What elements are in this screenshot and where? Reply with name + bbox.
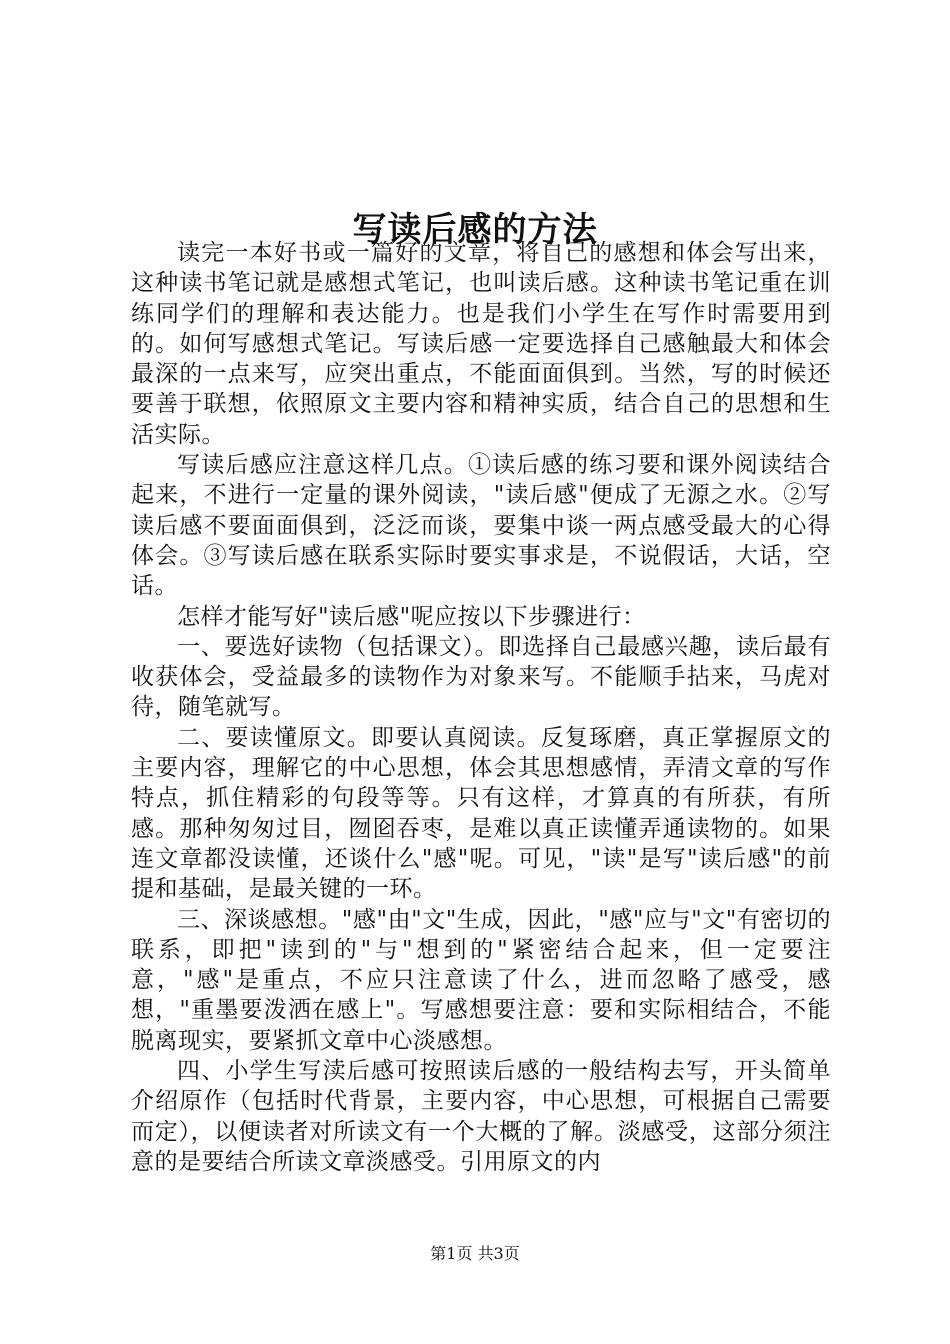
paragraph-step-4: 四、小学生写渎后感可按照读后感的一般结构去写，开头简单介绍原作（包括时代背景，主要内容，中心思想，可根据自己需要而定），以便读者对所读文有一个大概的了解。淡感受，这部分须注意的是要结合所读文章淡感受。引用原文的内 [131, 1058, 831, 1175]
paragraph-intro: 读完一本好书或一篇好的文章，将自己的感想和体会写出来，这种读书笔记就是感想式笔记，也叫读后感。这种读书笔记重在训练同学们的理解和表达能力。也是我们小学生在写作时需要用到的。如何写感想式笔记。写读后感一定要选择自己感触最大和体会最深的一点来写，应突出重点，不能面面俱到。当然，写的时候还要善于联想，依照原文主要内容和精神实质，结合自己的思想和生活实际。 [131, 240, 831, 448]
paragraph-step-3: 三、深谈感想。"感"由"文"生成，因此，"感"应与"文"有密切的联系，即把"读到的"与"想到的"紧密结合起来，但一定要注意，"感"是重点，不应只注意读了什么，进而忽略了感受，感想，"重墨要泼洒在感上"。写感想要注意：要和实际相结合，不能脱离现实，要紧抓文章中心淡感想。 [131, 906, 831, 1054]
paragraph-steps-intro: 怎样才能写好"读后感"呢应按以下步骤进行： [177, 603, 646, 630]
document-body [131, 238, 831, 1177]
page-number-footer: 第1页 共3页 [430, 1244, 520, 1263]
paragraph-step-2: 二、要读懂原文。即要认真阅读。反复琢磨，真正掌握原文的主要内容，理解它的中心思想，体会其思想感情，弄清文章的写作特点，抓住精彩的句段等等。只有这样，才算真的有所获，有所感。那种匆匆过目，囫囵吞枣，是难以真正读懂弄通读物的。如果连文章都没读懂，还谈什么"感"呢。可见，"读"是写"读后感"的前提和基础，是最关键的一环。 [131, 724, 831, 903]
paragraph-notes: 写读后感应注意这样几点。①读后感的练习要和课外阅读结合起来，不进行一定量的课外阅读，"读后感"便成了无源之水。②写读后感不要面面俱到，泛泛而谈，要集中谈一两点感受最大的心得体会。③写读后感在联系实际时要实事求是，不说假话，大话，空话。 [131, 452, 831, 600]
document-title: 写读后感的方法 [352, 209, 598, 250]
paragraph-step-1: 一、要选好读物（包括课文）。即选择自己最感兴趣，读后最有收获体会，受益最多的读物作为对象来写。不能顺手拈来，马虎对待，随笔就写。 [131, 633, 831, 721]
